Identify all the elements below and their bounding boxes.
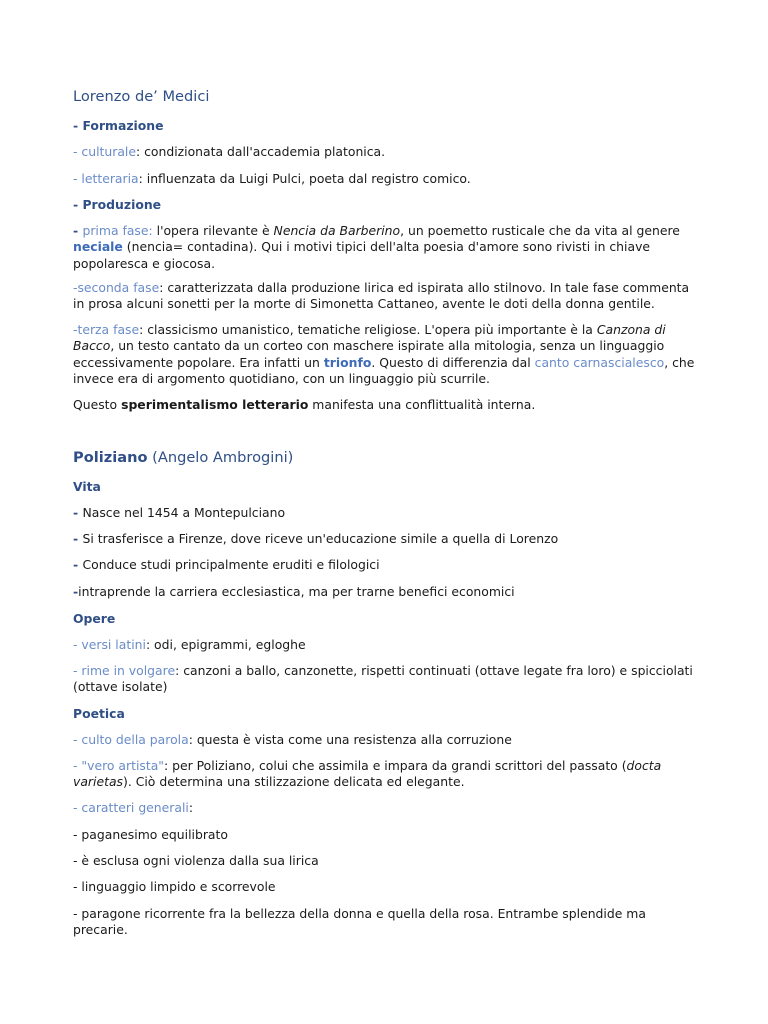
vita-item: - Nasce nel 1454 a Montepulciano — [73, 505, 286, 520]
poliziano-title: Poliziano (Angelo Ambrogini) — [73, 449, 294, 466]
versi-latini-paragraph: - versi latini: odi, epigrammi, egloghe — [73, 637, 306, 652]
docta-varietas-term: docta varietas — [73, 758, 662, 790]
sperimentalismo-term: sperimentalismo letterario — [121, 397, 309, 412]
terza-fase-paragraph: -terza fase: classicismo umanistico, tematiche religiose. L'opera più importante è la Canzona di Bacco, un testo cantato da un corteo con maschere ispirate alla mitologia, senza un linguaggio eccessivamente popolare. Era infatti un trionfo. Questo di differenzia dal canto carnascialesco, che invece era di argomento quotidiano, con un linguaggio più scurrile. — [73, 322, 695, 386]
caratteri-item: - linguaggio limpido e scorrevole — [73, 879, 276, 894]
sperimentalismo-paragraph: Questo sperimentalismo letterario manifesta una conflittualità interna. — [73, 397, 536, 412]
vero-artista-label: - "vero artista" — [73, 758, 164, 773]
neciale-term: neciale — [73, 239, 123, 255]
prima-fase-label: prima fase: — [82, 223, 153, 238]
terza-fase-label: -terza fase — [73, 322, 140, 337]
letteraria-label: - letteraria — [73, 171, 139, 186]
seconda-fase-paragraph: -seconda fase: caratterizzata dalla produzione lirica ed ispirata allo stilnovo. In tale fase commenta in prosa alcuni sonetti per la morte di Simonetta Cattaneo, avente le doti della donna gentile. — [73, 280, 690, 312]
produzione-heading: - Produzione — [73, 197, 162, 212]
caratteri-generali-paragraph: - caratteri generali: — [73, 800, 194, 815]
caratteri-generali-label: - caratteri generali — [73, 800, 189, 815]
canzona-title: Canzona di Bacco — [73, 322, 666, 354]
trionfo-term: trionfo — [323, 354, 372, 370]
letteraria-paragraph: - letteraria: influenzata da Luigi Pulci, poeta dal registro comico. — [73, 171, 471, 186]
caratteri-item: - paganesimo equilibrato — [73, 827, 228, 842]
rime-volgare-paragraph: - rime in volgare: canzoni a ballo, canzonette, rispetti continuati (ottave legate fra loro) e spicciolati (ottave isolate) — [73, 663, 693, 695]
vita-item: - Si trasferisce a Firenze, dove riceve un'educazione simile a quella di Lorenzo — [73, 531, 559, 546]
culturale-label: - culturale — [73, 144, 136, 159]
vero-artista-paragraph: - "vero artista": per Poliziano, colui che assimila e impara da grandi scrittori del passato (docta varietas). Ciò determina una stilizzazione delicata ed elegante. — [73, 758, 662, 790]
prima-fase-paragraph: - prima fase: l'opera rilevante è Nencia da Barberino, un poemetto rusticale che da vita al genere neciale (nencia= contadina). Qui i motivi tipici dell'alta poesia d'amore sono rivisti in chiave popolaresca e giocosa. — [73, 223, 680, 271]
vita-item: -intraprende la carriera ecclesiastica, ma per trarne benefici economici — [73, 584, 515, 599]
vita-item: - Conduce studi principalmente eruditi e filologici — [73, 557, 380, 572]
rime-volgare-label: - rime in volgare — [73, 663, 176, 678]
seconda-fase-label: -seconda fase — [73, 280, 160, 295]
culturale-paragraph: - culturale: condizionata dall'accademia platonica. — [73, 144, 386, 159]
formazione-heading: - Formazione — [73, 118, 164, 133]
caratteri-item: - è esclusa ogni violenza dalla sua lirica — [73, 853, 319, 868]
caratteri-item: - paragone ricorrente fra la bellezza della donna e quella della rosa. Entrambe splendide ma precarie. — [73, 906, 646, 938]
versi-latini-label: - versi latini — [73, 637, 146, 652]
opere-heading: Opere — [73, 611, 116, 626]
poetica-heading: Poetica — [73, 706, 125, 721]
canto-carnascialesco-term: canto carnascialesco — [534, 354, 665, 370]
culto-parola-paragraph: - culto della parola: questa è vista come una resistenza alla corruzione — [73, 732, 512, 747]
vita-heading: Vita — [73, 479, 101, 494]
nencia-title: Nencia da Barberino — [273, 223, 401, 238]
culto-parola-label: - culto della parola — [73, 732, 189, 747]
poliziano-subtitle: (Angelo Ambrogini) — [147, 449, 294, 466]
lorenzo-title: Lorenzo de’ Medici — [73, 88, 210, 105]
